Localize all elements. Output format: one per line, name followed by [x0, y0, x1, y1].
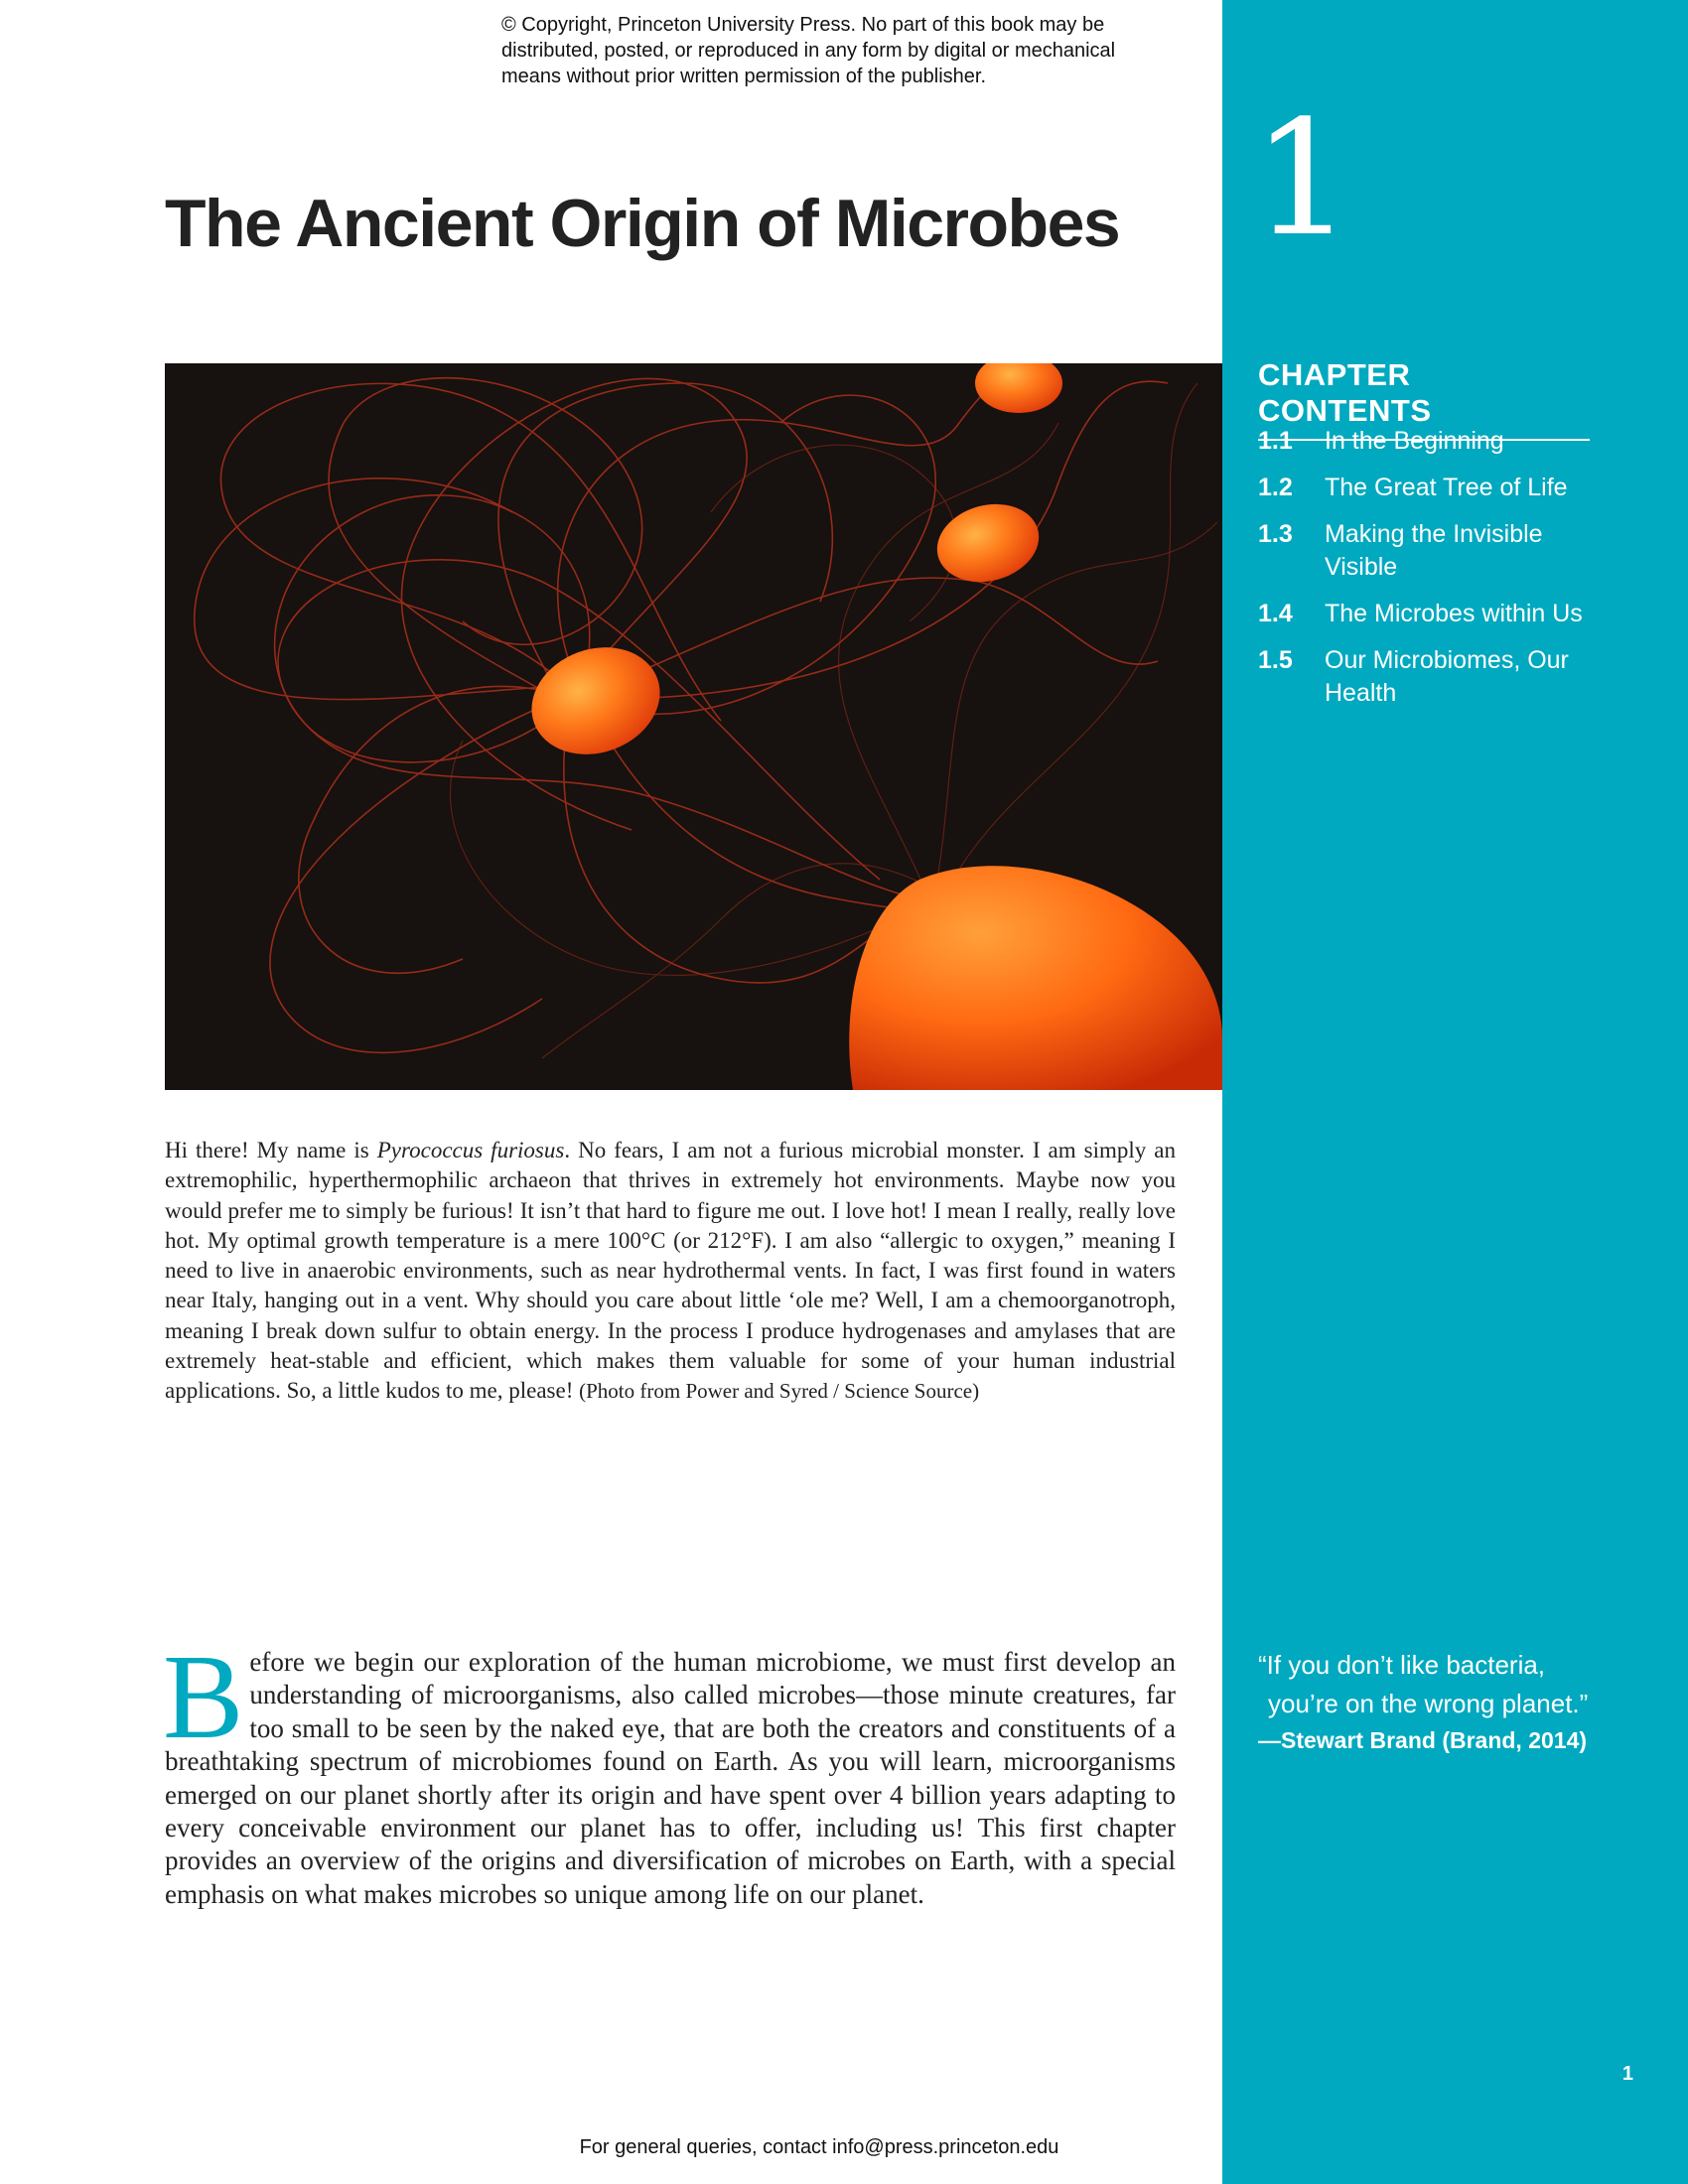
- epigraph-attribution: —Stewart Brand (Brand, 2014): [1258, 1727, 1588, 1753]
- drop-cap: B: [163, 1630, 244, 1764]
- copyright-notice: [501, 12, 1216, 89]
- copyright-line: © Copyright, Princeton University Press. No part of this book may be: [501, 14, 1105, 36]
- caption-text-intro: Hi there! My name is: [165, 1138, 377, 1162]
- photo-credit: (Photo from Power and Syred / Science Source): [579, 1379, 980, 1404]
- intro-paragraph: [163, 1630, 1176, 1911]
- contents-item-title: The Microbes within Us: [1325, 600, 1583, 627]
- copyright-line: distributed, posted, or reproduced in any form by digital or mechanical: [501, 40, 1116, 62]
- contents-item[interactable]: [1258, 472, 1590, 504]
- chapter-sidebar: [1222, 0, 1688, 2184]
- contents-item-number: 1.1: [1258, 427, 1293, 455]
- contents-item[interactable]: [1258, 644, 1590, 710]
- epigraph-quote: “If you don’t like bacteria, you’re on the wrong planet.”: [1258, 1650, 1589, 1718]
- species-name: Pyrococcus furiosus: [376, 1138, 565, 1162]
- contents-heading: CHAPTER CONTENTS: [1258, 357, 1590, 441]
- contents-list: [1258, 425, 1590, 724]
- intro-text: efore we begin our exploration of the human microbiome, we must first develop an understanding of microorganisms, also called microbes—those minute creatures, far too small to be seen by the naked eye, that are both the creators and constituents of a breathtaking spectrum of microbiomes found on Earth. As you will learn, microorganisms emerged on our planet shortly after its origin and have spent over 4 billion years adapting to every conceivable environment our planet has to offer, including us! This first chapter provides an overview of the origins and diversification of microbes on Earth, with a special emphasis on what makes microbes so unique among life on our planet.: [165, 1647, 1176, 1909]
- microbe-photo: [165, 363, 1222, 1090]
- contents-item-title: Our Microbiomes, Our Health: [1325, 646, 1569, 707]
- contents-item[interactable]: [1258, 518, 1590, 584]
- contents-item-number: 1.2: [1258, 474, 1293, 501]
- contents-item-number: 1.5: [1258, 646, 1293, 674]
- epigraph: [1258, 1646, 1596, 1754]
- contents-item-title: In the Beginning: [1325, 427, 1504, 455]
- contents-item[interactable]: [1258, 425, 1590, 458]
- copyright-line: means without prior written permission of the publisher.: [501, 66, 987, 87]
- contents-item-title: The Great Tree of Life: [1325, 474, 1568, 501]
- photo-caption: [165, 1136, 1176, 1407]
- footer: [0, 2136, 1688, 2159]
- chapter-title: The Ancient Origin of Microbes: [165, 186, 1120, 261]
- footer-contact: For general queries, contact info@press.princeton.edu: [579, 2136, 1059, 2158]
- contents-item[interactable]: [1258, 598, 1590, 630]
- contents-item-number: 1.3: [1258, 520, 1293, 548]
- caption-text-body: . No fears, I am not a furious microbial monster. I am simply an extremophilic, hyperthermophilic archaeon that thrives in extremely hot environments. Maybe now you would prefer me to simply be furious! It isn’t that hard to figure me out. I love hot! I mean I really, really love hot. My optimal growth temperature is a mere 100°C (or 212°F). I am also “allergic to oxygen,” meaning I need to live in anaerobic environments, such as near hydrothermal vents. In fact, I was first found in waters near Italy, hanging out in a vent. Why should you care about little ‘ole me? Well, I am a chemoorganotroph, meaning I break down sulfur to obtain energy. In the process I produce hydrogenases and amylases that are extremely heat-stable and efficient, which makes them valuable for some of your human industrial applications. So, a little kudos to me, please!: [165, 1138, 1176, 1404]
- chapter-number: 1: [1252, 85, 1353, 271]
- contents-item-title: Making the Invisible Visible: [1325, 520, 1543, 581]
- page-number: 1: [1621, 2063, 1633, 2085]
- contents-item-number: 1.4: [1258, 600, 1293, 627]
